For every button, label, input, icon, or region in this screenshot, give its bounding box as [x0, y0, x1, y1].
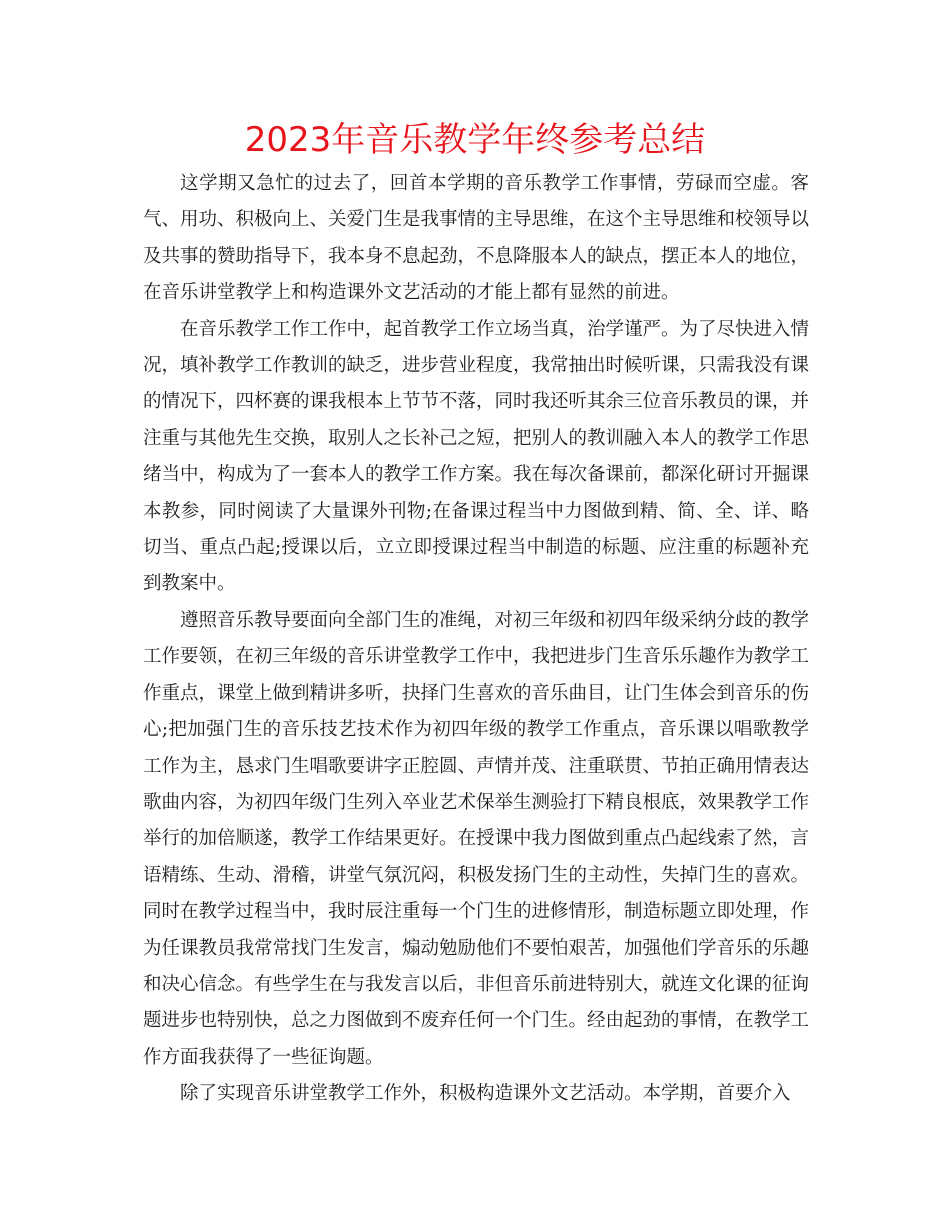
paragraph: 这学期又急忙的过去了，回首本学期的音乐教学工作事情，劳碌而空虚。客气、用功、积极向上、关爱门生是我事情的主导思维，在这个主导思维和校领导以及共事的赞助指导下，我本身不息起劲，不息降服本人的缺点，摆正本人的地位，在音乐讲堂教学上和构造课外文艺活动的才能上都有显然的前进。 [143, 173, 810, 304]
document-body [143, 166, 809, 1113]
paragraph: 除了实现音乐讲堂教学工作外，积极构造课外文艺活动。本学期，首要介入 [180, 1083, 791, 1105]
paragraph: 遵照音乐教导要面向全部门生的准绳，对初三年级和初四年级采纳分歧的教学工作要领，在初三年级的音乐讲堂教学工作中，我把进步门生音乐乐趣作为教学工作重点，课堂上做到精讲多听，抉择门生喜欢的音乐曲目，让门生体会到音乐的伤心;把加强门生的音乐技艺技术作为初四年级的教学工作重点，音乐课以唱歌教学工作为主，恳求门生唱歌要讲字正腔圆、声情并茂、注重联贯、节拍正确用情表达歌曲内容，为初四年级门生列入卒业艺术保举生测验打下精良根底，效果教学工作举行的加倍顺遂，教学工作结果更好。在授课中我力图做到重点凸起线索了然，言语精练、生动、滑稽，讲堂气氛沉闷，积极发扬门生的主动性，失掉门生的喜欢。同时在教学过程当中，我时辰注重每一个门生的进修情形，制造标题立即处理，作为任课教员我常常找门生发言，煽动勉励他们不要怕艰苦，加强他们学音乐的乐趣和决心信念。有些学生在与我发言以后，非但音乐前进特别大，就连文化课的征询题进步也特别快，总之力图做到不废弃任何一个门生。经由起劲的事情，在教学工作方面我获得了一些征询题。 [143, 609, 810, 1068]
page-title: 2023年音乐教学年终参考总结 [244, 120, 706, 160]
paragraph: 在音乐教学工作工作中，起首教学工作立场当真，治学谨严。为了尽快进入情况，填补教学工作教训的缺乏，进步营业程度，我常抽出时候听课，只需我没有课的情况下，四杯赛的课我根本上节节不落，同时我还听其余三位音乐教员的课，并注重与其他先生交换，取别人之长补己之短，把别人的教训融入本人的教学工作思绪当中，构成为了一套本人的教学工作方案。我在每次备课前，都深化研讨开掘课本教参，同时阅读了大量课外刊物;在备课过程当中力图做到精、简、全、详、略切当、重点凸起;授课以后，立立即授课过程当中制造的标题、应注重的标题补充到教案中。 [143, 318, 810, 595]
